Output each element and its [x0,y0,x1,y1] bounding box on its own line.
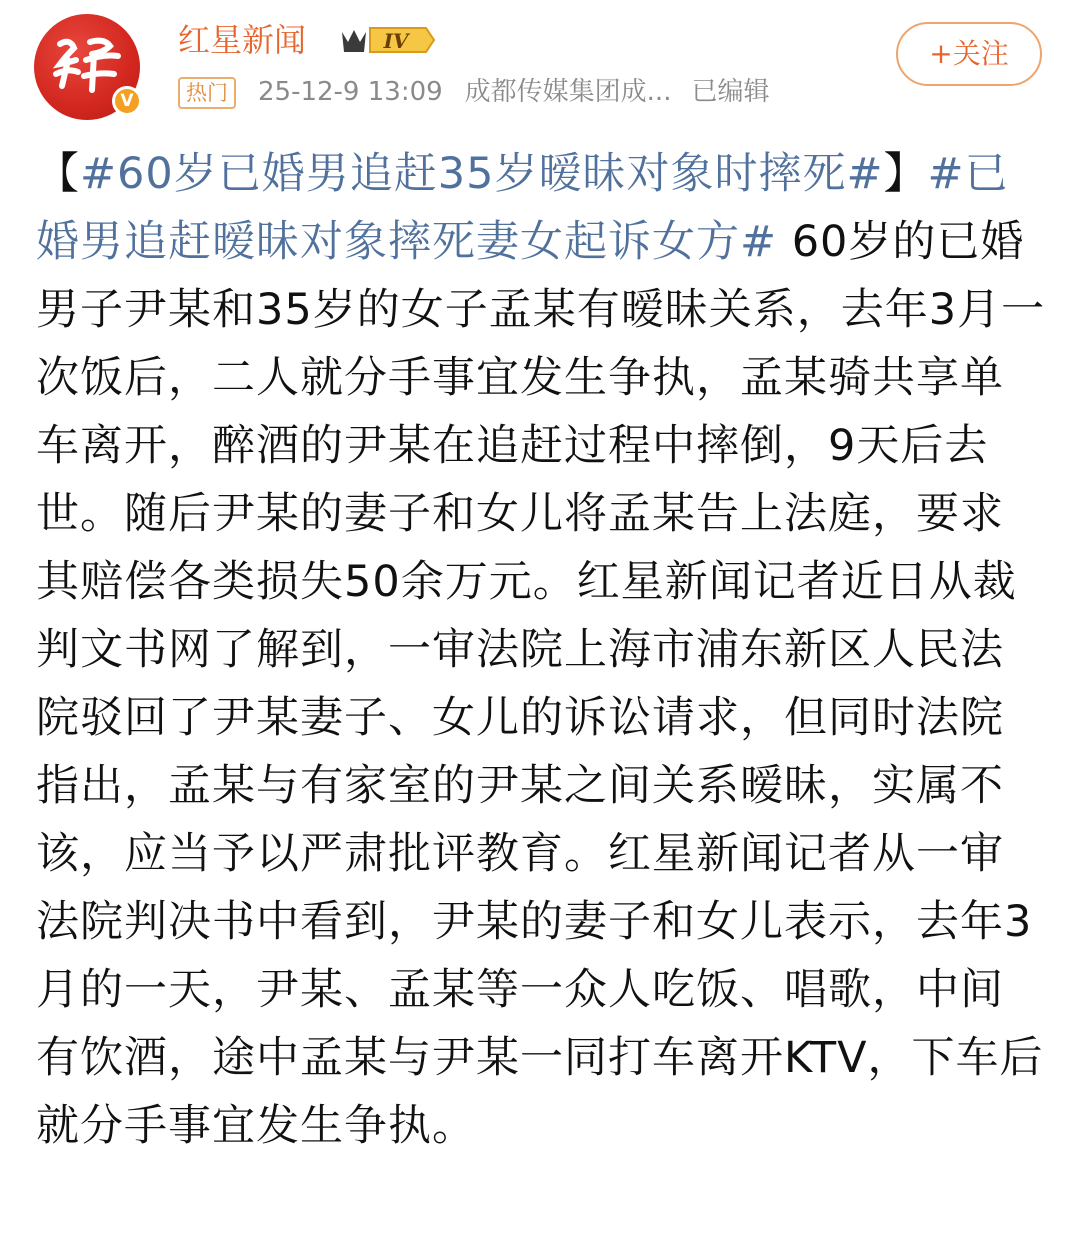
verified-badge-icon: V [112,86,142,116]
edited-label: 已编辑 [691,77,770,107]
topic-link-1[interactable]: #60岁已婚男追赶35岁暧昧对象时摔死# [80,149,884,199]
post-header [0,0,1080,130]
post-text [36,140,1046,1160]
post-body: 60岁的已婚男子尹某和35岁的女子孟某有暧昧关系，去年3月一次饭后，二人就分手事宜发生争执，孟某骑共享单车离开，醉酒的尹某在追赶过程中摔倒，9天后去世。随后尹某的妻子和女儿将孟某告上法庭，要求其赔偿各类损失50余万元。红星新闻记者近日从裁判文书网了解到，一审法院上海市浦东新区人民法院驳回了尹某妻子、女儿的诉讼请求，但同时法院指出，孟某与有家室的尹某之间关系暧昧，实属不该，应当予以严肃批评教育。红星新闻记者从一审法院判决书中看到，尹某的妻子和女儿表示，去年3月的一天，尹某、孟某等一众人吃饭、唱歌，中间有饮酒，途中孟某与尹某一同打车离开KTV，下车后就分手事宜发生争执。 [36,217,1046,1151]
post-meta [178,74,769,110]
level-badge-text: IV [383,29,409,53]
bracket-open: 【 [36,149,80,199]
follow-button[interactable]: +关注 [896,22,1042,86]
hot-tag: 热门 [178,77,236,109]
post-source[interactable]: 成都传媒集团成... [464,77,672,107]
post-time: 25-12-9 13:09 [258,77,443,107]
topic-link-2[interactable]: #已婚男追赶暧昧对象摔死妻女起诉女方# [36,149,1009,267]
crown-level-badge-icon [338,22,438,58]
bracket-close: 】 [883,149,928,199]
account-name[interactable]: 红星新闻 [178,21,307,59]
post-content [36,140,1046,1160]
